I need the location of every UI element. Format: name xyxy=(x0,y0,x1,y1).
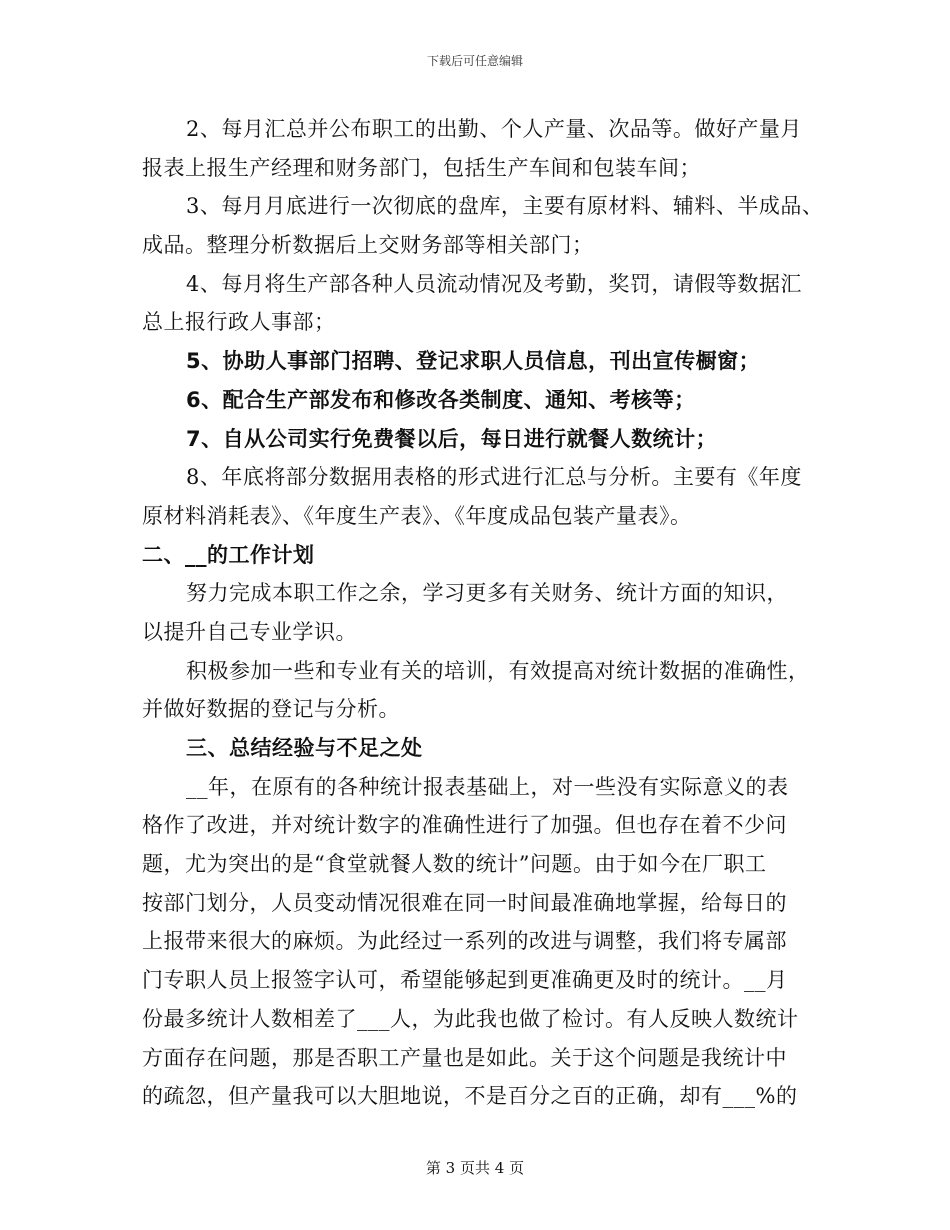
paragraph-line: 门专职人员上报签字认可，希望能够起到更准确更及时的统计。__月 xyxy=(142,968,788,993)
paragraph-line: 3、每月月底进行一次彻底的盘库，主要有原材料、辅料、半成品、 xyxy=(186,194,824,219)
paragraph-line: 的疏忽，但产量我可以大胆地说，不是百分之百的正确，却有___%的 xyxy=(142,1084,798,1109)
document-body xyxy=(142,110,822,1116)
bold-item-line: 5、协助人事部门招聘、登记求职人员信息，刊出宣传橱窗； xyxy=(186,349,761,374)
header-note: 下载后可任意编辑 xyxy=(426,54,523,68)
paragraph-line: 报表上报生产经理和财务部门，包括生产车间和包装车间； xyxy=(142,155,701,180)
paragraph-line: 题，尤为突出的是“食堂就餐人数的统计”问题。由于如今在厂职工 xyxy=(142,852,767,877)
paragraph-line: 成品。整理分析数据后上交财务部等相关部门； xyxy=(142,233,594,258)
paragraph-line: 份最多统计人数相差了___人，为此我也做了检讨。有人反映人数统计 xyxy=(142,1006,799,1031)
paragraph-line: 上报带来很大的麻烦。为此经过一系列的改进与调整，我们将专属部 xyxy=(142,929,787,954)
bold-item-line: 7、自从公司实行免费餐以后，每日进行就餐人数统计； xyxy=(186,426,718,451)
paragraph-line: 4、每月将生产部各种人员流动情况及考勤，奖罚，请假等数据汇 xyxy=(186,271,802,296)
paragraph-line: 8、年底将部分数据用表格的形式进行汇总与分析。主要有《年度 xyxy=(186,465,802,490)
paragraph-line: 并做好数据的登记与分析。 xyxy=(142,697,400,722)
paragraph-line: 按部门划分，人员变动情况很难在同一时间最准确地掌握，给每日的 xyxy=(142,890,787,915)
paragraph-line: 格作了改进，并对统计数字的准确性进行了加强。但也存在着不少问 xyxy=(142,813,787,838)
section-heading: 二、__的工作计划 xyxy=(142,542,315,567)
bold-item-line: 6、配合生产部发布和修改各类制度、通知、考核等； xyxy=(186,387,696,412)
paragraph-line: __年，在原有的各种统计报表基础上，对一些没有实际意义的表 xyxy=(186,774,789,799)
paragraph-line: 原材料消耗表》、《年度生产表》、《年度成品包装产量表》。 xyxy=(142,503,692,528)
paragraph-line: 积极参加一些和专业有关的培训，有效提高对统计数据的准确性， xyxy=(186,658,810,683)
paragraph-line: 总上报行政人事部； xyxy=(142,310,336,335)
paragraph-line: 2、每月汇总并公布职工的出勤、个人产量、次品等。做好产量月 xyxy=(186,117,802,141)
paragraph-line: 方面存在问题，那是否职工产量也是如此。关于这个问题是我统计中 xyxy=(142,1045,787,1070)
section-heading: 三、总结经验与不足之处 xyxy=(186,736,423,760)
paragraph-line: 以提升自己专业学识。 xyxy=(142,619,357,644)
page-number: 第 3 页共 4 页 xyxy=(425,1159,525,1177)
paragraph-line: 努力完成本职工作之余，学习更多有关财务、统计方面的知识， xyxy=(186,581,788,606)
